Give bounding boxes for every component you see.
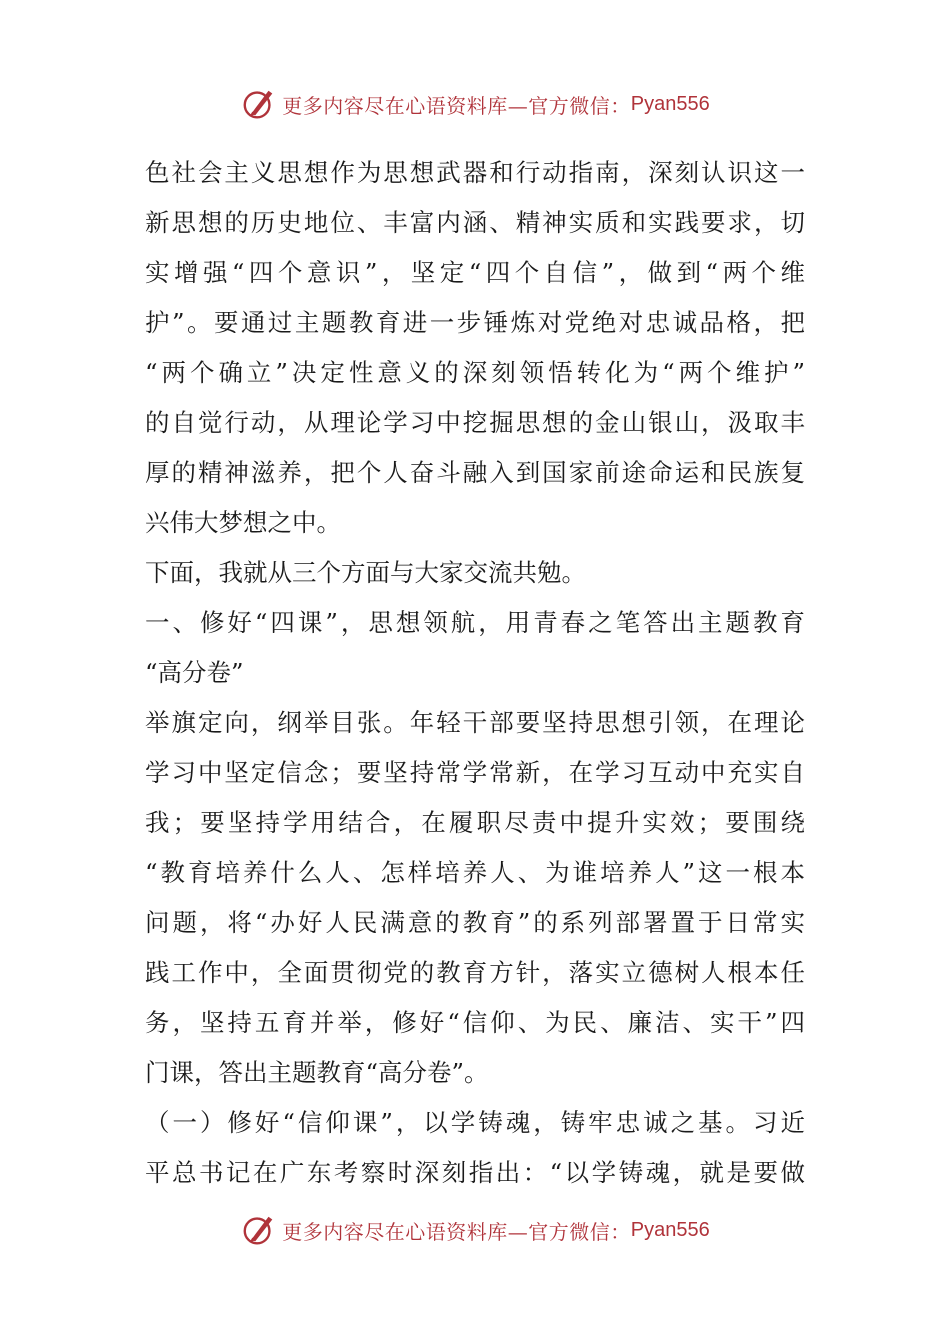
text-line: 务，坚持五育并举，修好“信仰、为民、廉洁、实干”四 [145,1008,805,1037]
quill-pen-logo-icon [240,85,278,123]
text-line: 的自觉行动，从理论学习中挖掘思想的金山银山，汲取丰 [145,408,805,437]
text-line: 我；要坚持学用结合，在履职尽责中提升实效；要围绕 [145,808,805,837]
footer-watermark-banner [0,1210,950,1250]
text-line: 学习中坚定信念；要坚持常学常新，在学习互动中充实自 [145,758,805,787]
text-line: 问题，将“办好人民满意的教育”的系列部署置于日常实 [145,908,805,937]
text-line: 平总书记在广东考察时深刻指出：“以学铸魂，就是要做 [145,1158,805,1187]
text-line: “两个确立”决定性意义的深刻领悟转化为“两个维护” [145,358,805,387]
section-heading: 一、修好“四课”，思想领航，用青春之笔答出主题教育 [145,608,805,637]
watermark-text: 更多内容尽在心语资料库—官方微信： [282,1219,631,1244]
text-line: 实增强“四个意识”，坚定“四个自信”，做到“两个维 [145,258,805,287]
subsection-heading: （一）修好“信仰课”，以学铸魂，铸牢忠诚之基。习近 [145,1108,805,1137]
quill-pen-logo-icon [240,1211,278,1249]
text-line: 下面，我就从三个方面与大家交流共勉。 [145,558,586,587]
text-line: “教育培养什么人、怎样培养人、为谁培养人”这一根本 [145,858,805,887]
watermark-text: 更多内容尽在心语资料库—官方微信： [282,93,631,118]
text-line: 厚的精神滋养，把个人奋斗融入到国家前途命运和民族复 [145,458,805,487]
text-line: 门课，答出主题教育“高分卷”。 [145,1058,489,1087]
text-line: 践工作中，全面贯彻党的教育方针，落实立德树人根本任 [145,958,805,987]
section-heading-continued: “高分卷” [145,658,244,687]
text-line: 护”。要通过主题教育进一步锤炼对党绝对忠诚品格，把 [145,308,805,337]
header-watermark-banner [0,84,950,124]
document-body [145,148,805,1198]
wechat-id: Pyan556 [630,92,710,115]
text-line: 新思想的历史地位、丰富内涵、精神实质和实践要求，切 [145,208,805,237]
text-line: 色社会主义思想作为思想武器和行动指南，深刻认识这一 [145,158,805,187]
text-line: 举旗定向，纲举目张。年轻干部要坚持思想引领，在理论 [145,708,805,737]
wechat-id: Pyan556 [630,1218,710,1241]
text-line: 兴伟大梦想之中。 [145,508,341,537]
